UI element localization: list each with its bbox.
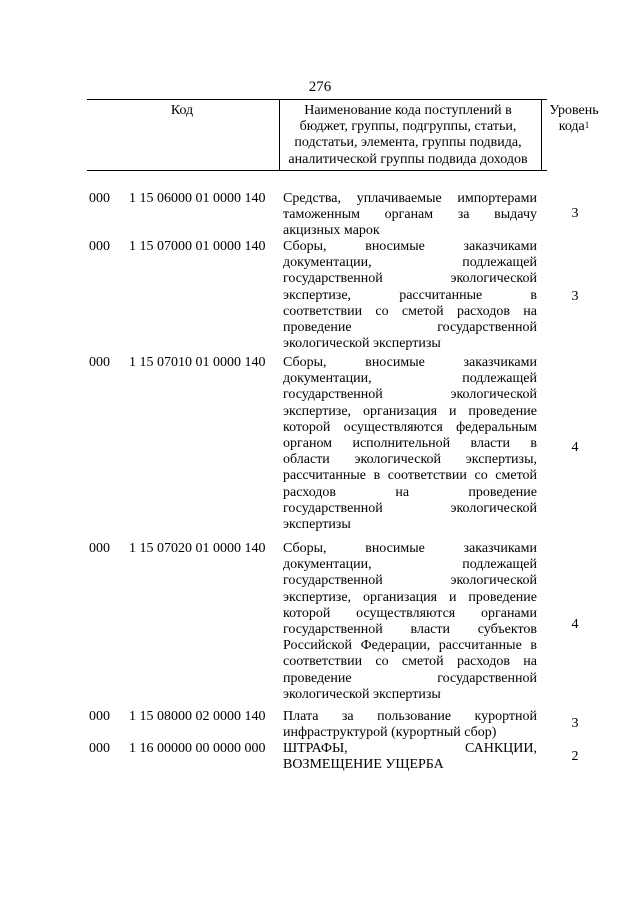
row-code: 1 16 00000 00 0000 000	[129, 741, 266, 756]
row-name-line: Средства, уплачиваемые импортерами	[283, 191, 537, 206]
row-name	[283, 741, 537, 773]
row-name-line: экспертизы	[283, 516, 351, 532]
row-name	[283, 191, 537, 240]
footnote-mark: 1	[584, 120, 590, 131]
row-code: 1 15 07000 01 0000 140	[129, 239, 266, 254]
row-name-line: экологической экспертизы	[283, 336, 441, 352]
row-name-line: расходов на проведение	[283, 484, 537, 500]
row-name-line: соответствии со сметой расходов на	[283, 303, 537, 319]
row-code: 1 15 07010 01 0000 140	[129, 355, 266, 370]
table-header	[87, 99, 599, 171]
header-name	[279, 100, 537, 173]
row-name-line: области экологической экспертизы,	[283, 452, 537, 468]
row-prefix: 000	[89, 541, 110, 556]
row-name-line: органом исполнительной власти в	[283, 435, 537, 451]
row-name-line: экспертизе, рассчитанные в	[283, 287, 537, 303]
row-level: 3	[571, 716, 579, 731]
row-level: 3	[571, 289, 579, 304]
header-level-line: Уровень	[549, 103, 599, 118]
row-name	[283, 709, 537, 741]
row-name-line: соответствии со сметой расходов на	[283, 654, 537, 670]
header-level-line	[541, 119, 607, 135]
row-name-line: которой осуществляются федеральным	[283, 419, 537, 435]
row-name-line: документации, подлежащей	[283, 255, 537, 271]
row-name-line: Сборы, вносимые заказчиками	[283, 355, 537, 370]
row-level: 2	[571, 749, 579, 764]
row-level: 3	[571, 206, 579, 221]
row-name-line: экспертизе, организация и проведение	[283, 403, 537, 419]
row-name-line: государственной экологической	[283, 271, 537, 287]
header-name-line: Наименование кода поступлений в	[304, 103, 512, 118]
row-level: 4	[571, 617, 579, 632]
row-prefix: 000	[89, 709, 110, 724]
header-name-line: бюджет, группы, подгруппы, статьи,	[299, 119, 517, 135]
row-name-line: которой осуществляются органами	[283, 605, 537, 621]
row-name-line: акцизных марок	[283, 223, 380, 239]
row-name-line: Сборы, вносимые заказчиками	[283, 541, 537, 556]
row-name-line: инфраструктурой (курортный сбор)	[283, 725, 497, 741]
row-name-line: государственной экологической	[283, 387, 537, 403]
row-name-line: проведение государственной	[283, 319, 537, 335]
row-name-line: Сборы, вносимые заказчиками	[283, 239, 537, 254]
row-name-line: государственной экологической	[283, 500, 537, 516]
row-name	[283, 355, 537, 533]
row-name-line: ШТРАФЫ, САНКЦИИ,	[283, 741, 537, 756]
row-name-line: рассчитанные в соответствии со сметой	[283, 468, 537, 484]
header-level	[541, 100, 607, 173]
row-name-line: таможенным органам за выдачу	[283, 207, 537, 223]
row-level: 4	[571, 440, 579, 455]
row-name-line: государственной экологической	[283, 573, 537, 589]
header-name-line: аналитической группы подвида доходов	[288, 151, 528, 167]
row-name-line: экологической экспертизы	[283, 686, 441, 702]
row-prefix: 000	[89, 741, 110, 756]
row-prefix: 000	[89, 239, 110, 254]
header-code: Код	[170, 103, 194, 118]
row-name-line: экспертизе, организация и проведение	[283, 589, 537, 605]
row-code: 1 15 08000 02 0000 140	[129, 709, 266, 724]
row-name-line: проведение государственной	[283, 670, 537, 686]
header-name-line: подстатьи, элемента, группы подвида,	[294, 135, 522, 151]
row-name	[283, 541, 537, 703]
row-name	[283, 239, 537, 352]
header-level-word: кода	[558, 119, 585, 135]
row-name-line: государственной власти субъектов	[283, 621, 537, 637]
row-code: 1 15 07020 01 0000 140	[129, 541, 266, 556]
row-name-line: документации, подлежащей	[283, 557, 537, 573]
row-name-line: Плата за пользование курортной	[283, 709, 537, 724]
row-name-line: ВОЗМЕЩЕНИЕ УЩЕРБА	[283, 757, 444, 773]
row-name-line: документации, подлежащей	[283, 371, 537, 387]
page-number: 276	[308, 79, 332, 95]
row-prefix: 000	[89, 355, 110, 370]
row-code: 1 15 06000 01 0000 140	[129, 191, 266, 206]
row-name-line: Российской Федерации, рассчитанные в	[283, 638, 537, 654]
row-prefix: 000	[89, 191, 110, 206]
